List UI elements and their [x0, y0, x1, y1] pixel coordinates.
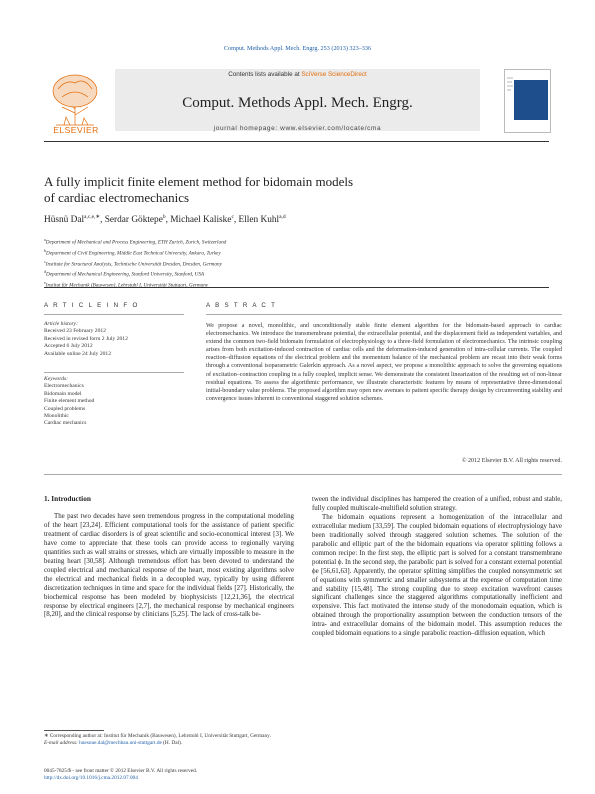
abstract-text: We propose a novel, monolithic, and unconditionally stable finite element algorithm for the bidomain-based approach to cardiac electromechanics. We introduce the transmembrane potential, the extracellular potential, and the displacement field as independent variables, and extend the common two-field bidomain formulation of electrophysiology to a three-field formulation of electromechanics. The intrinsic coupling arises from both excitation-induced contraction of cardiac cells and the deformation-induced generation of intra-cellular currents. The coupled reaction–diffusion equations of the electrical problem and the momentum balance of the mechanical problem are recast into their weak forms through a conventional isoparametric Galerkin approach. As a novel aspect, we propose a monolithic approach to solve the governing equations of excitation–contraction coupling in a fully coupled, implicit sense. We demonstrate the consistent linearization of the resulting set of non-linear residual equations. To assess the algorithmic performance, we illustrate characteristic features by means of representative three-dimensional initial-boundary value problems. The proposed algorithm may open new avenues to patient specific therapy design by circumventing stability and convergence issues inherent to conventional staggered solution schemes.: [206, 323, 562, 402]
sciencedirect-link[interactable]: SciVerse ScienceDirect: [301, 71, 367, 78]
keywords-label: Keywords:: [44, 376, 69, 382]
corresponding-author-note: ∗ Corresponding author at: Institut für Mechanik (Bauwesen), Lehrstuhl I, Universität Stuttgart, Germany.: [44, 733, 271, 739]
keywords-rule: [44, 372, 184, 373]
affiliation: $^b$Department of Civil Engineering, Middle East Technical University, Ankara, Turkey: [44, 247, 221, 257]
homepage-link[interactable]: www.elsevier.com/locate/cma: [280, 125, 382, 132]
copyright-notice: © 2012 Elsevier B.V. All rights reserved.: [461, 458, 562, 464]
author[interactable]: Serdar Göktepe: [104, 215, 163, 226]
title-line-1: A fully implicit finite element method for bidomain models: [44, 174, 354, 189]
paper-title: [44, 174, 464, 206]
affiliation: $^e$Institut für Mechanik (Bauwesen), Lehrstuhl I, Universität Stuttgart, Germany: [44, 280, 209, 290]
author[interactable]: Ellen Kuhl: [238, 215, 280, 226]
abstract-rule: [206, 314, 562, 315]
author[interactable]: Michael Kaliske: [170, 215, 232, 226]
history-item: Received in revised form 2 July 2012: [44, 335, 128, 342]
section-heading-introduction: 1. Introduction: [44, 494, 91, 503]
history-item: Accepted 6 July 2012: [44, 343, 93, 350]
abstract-heading: A B S T R A C T: [206, 302, 277, 309]
cover-color-band: [514, 80, 548, 120]
header-divider: [44, 287, 549, 288]
author-affiliation-marks[interactable]: b: [162, 214, 166, 220]
history-item: Available online 24 July 2012: [44, 350, 112, 357]
issn-line: 0045-7825/$ - see front matter © 2012 Elsevier B.V. All rights reserved.: [44, 768, 198, 774]
doi-link[interactable]: http://dx.doi.org/10.1016/j.cma.2012.07.004: [44, 775, 138, 782]
affiliation: $^a$Department of Mechanical and Process Engineering, ETH Zurich, Zurich, Switzerland: [44, 237, 227, 246]
affiliation: $^c$Institute for Structural Analysis, Technische Universität Dresden, Dresden, Germany: [44, 258, 222, 268]
left-column-text: [44, 513, 294, 620]
keyword: Finite element method: [44, 398, 95, 405]
affiliation: $^d$Department of Mechanical Engineering, Stanford University, Stanford, USA: [44, 269, 205, 279]
publisher-name: ELSEVIER: [53, 125, 99, 135]
journal-masthead: [44, 69, 549, 139]
paragraph: The bidomain equations represent a homogenization of the intracellular and extracellular medium [33,59]. The coupled bidomain equations of electrophysiology have been traditionally solved through staggered solution schemes. The solution of the parabolic and elliptic part of the the bidomain equations via operator splitting follows a common recipe: In the first step, the elliptic part is solved for a constant transmembrane potential ϕ. In the second step, the parabolic part is solved for a constant external potential ϕe [56,61,63]. Apparently, the operator splitting simplifies the coupled nonsymmetric set of equations with symmetric and smaller subsystems at the expense of computation time and stability [15,48]. The strong coupling due to steep excitation wavefront causes significant challenges since the staggered algorithms computationally inefficient and expensive. This fact motivated the intense study of the monodomain equation, which is obtained through the proportionality assumption between the conduction tensors of the intra- and extracellular domains of the bidomain model. This assumption reduces the coupled bidomain equations to a single parabolic reaction–diffusion equation, which: [312, 513, 562, 638]
right-column-text: [312, 496, 562, 639]
masthead-rule: [44, 141, 549, 142]
article-info-rule: [44, 314, 184, 315]
author-affiliation-marks[interactable]: a,d: [279, 214, 286, 220]
keywords: [44, 376, 194, 428]
elsevier-tree-logo: [44, 69, 106, 131]
email-link[interactable]: huesnue.dal@mechbau.uni-stuttgart.de: [79, 740, 162, 746]
paragraph: tween the individual disciplines has hampered the creation of a unified, robust and stable, fully coupled multiscale-multifield solution strategy.: [312, 496, 562, 512]
email-note: [44, 740, 294, 747]
keyword: Bidomain model: [44, 390, 82, 397]
author-list: Hüsnü Dal$^{a,c,e,∗}$, Serdar Göktepe$^b$, Michael Kaliske$^c$, Ellen Kuhl$^{a,d}$: [44, 214, 286, 226]
article-info-heading: A R T I C L E I N F O: [44, 302, 140, 309]
footnote-rule: [44, 730, 104, 731]
author-affiliation-marks[interactable]: c: [231, 214, 234, 220]
keyword: Monolithic: [44, 413, 69, 420]
keyword: Electromechanics: [44, 383, 84, 390]
cover-text-lines: [507, 74, 513, 124]
paragraph: The past two decades have seen tremendous progress in the computational modeling of the heart [23,24]. Efficient computational tools for the assistance of patient specific treatment of cardiac disorders is of great scientific and socio-economical interest [3]. We have come to appreciate that these tools can provide access to regionally varying quantities such as wall strains or stresses, which are virtually impossible to measure in the beating heart [30,58]. Although tremendous effort has been devoted to understand the coupled electrical and mechanical response of the heart, most existing algorithms solve the electrical and mechanical fields in a decoupled way, typically by using different discretization techniques in time and space for the individual fields [27]. Historically, the biochemical response has been modeled by biophysicists [12,21,36], the electrical response by electrical engineers [2,7], the mechanical response by mechanical engineers [8,20], and the clinical response by clinicians [5,25]. The lack of cross-talk be-: [44, 513, 294, 619]
keyword: Coupled problems: [44, 405, 86, 412]
front-matter-info: [44, 768, 344, 782]
history-label: Article history:: [44, 321, 79, 327]
author[interactable]: Hüsnü Dal: [44, 215, 85, 226]
journal-cover-thumbnail: [504, 69, 551, 133]
keyword: Cardiac mechanics: [44, 420, 87, 427]
author-affiliation-marks[interactable]: a,c,e,∗: [84, 214, 101, 220]
corresponding-author-footnote: [44, 733, 294, 747]
journal-homepage: [115, 125, 480, 132]
contents-prefix: Contents lists available at: [228, 71, 302, 78]
contents-line: [115, 71, 480, 78]
title-line-2: of cardiac electromechanics: [44, 190, 190, 205]
email-label: E-mail address:: [44, 740, 80, 746]
article-history: [44, 321, 194, 358]
journal-title: Comput. Methods Appl. Mech. Engrg.: [182, 95, 413, 111]
history-item: Received 23 February 2012: [44, 328, 106, 335]
affiliation-list: [44, 236, 444, 290]
abstract-bottom-rule: [44, 474, 562, 475]
journal-citation[interactable]: Comput. Methods Appl. Mech. Engrg. 253 (2013) 323–336: [223, 45, 372, 52]
homepage-prefix: journal homepage:: [213, 125, 281, 132]
email-suffix: (H. Dal).: [161, 740, 183, 746]
